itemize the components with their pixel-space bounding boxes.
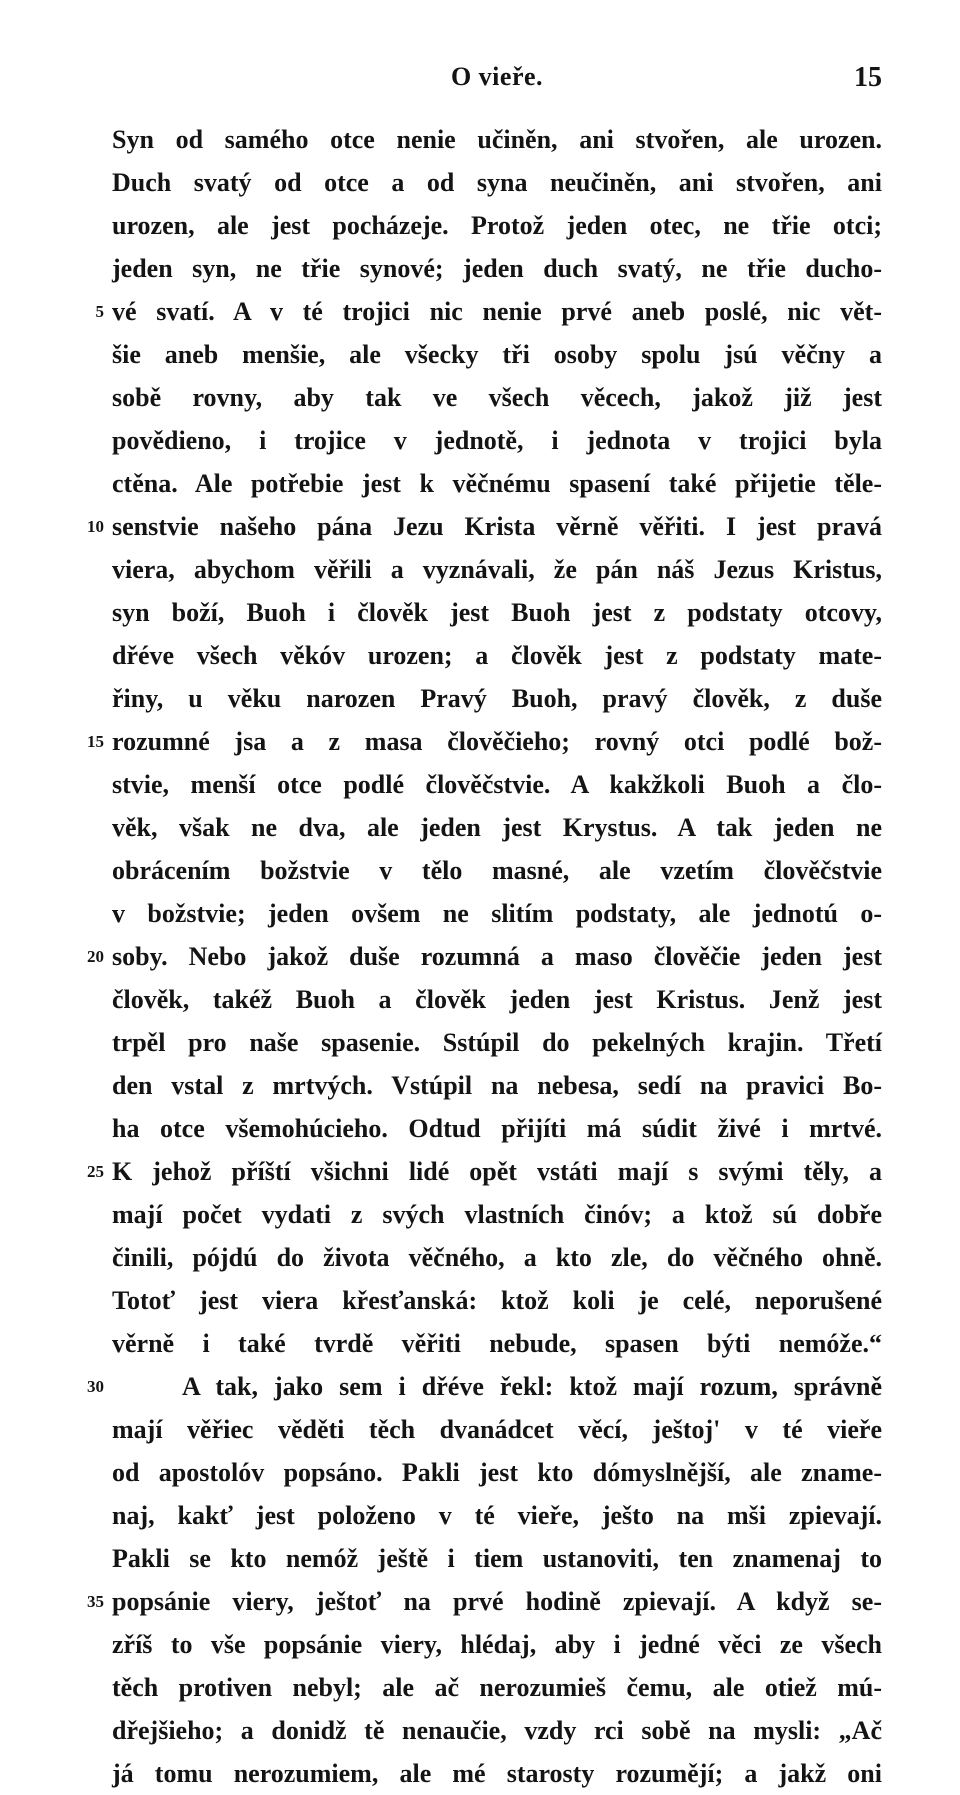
- line-text: trpěl pro naše spasenie. Sstúpil do pekelných krajin. Třetí: [112, 1028, 882, 1057]
- line-text: viera, abychom věřili a vyznávali, že pán náš Jezus Kristus,: [112, 555, 882, 584]
- running-title: O vieře.: [450, 62, 544, 91]
- text-line: [112, 376, 882, 419]
- line-text: řiny, u věku narozen Pravý Buoh, pravý člověk, z duše: [112, 684, 882, 713]
- text-line: [112, 247, 882, 290]
- line-number: 35: [87, 1592, 104, 1611]
- text-line: [112, 1193, 882, 1236]
- line-text: ha otce všemohúcieho. Odtud přijíti má súdit živé i mrtvé.: [112, 1114, 882, 1143]
- line-number: 5: [95, 302, 104, 321]
- text-line: [112, 1752, 882, 1795]
- line-text: den vstal z mrtvých. Vstúpil na nebesa, sedí na pravici Bo-: [112, 1071, 882, 1100]
- line-text: dřejšieho; a donidž tě nenaučie, vzdy rci sobě na mysli: „Ač: [112, 1716, 882, 1745]
- line-text: ctěna. Ale potřebie jest k věčnému spasení také přijetie těle-: [112, 469, 882, 498]
- line-text: sobě rovny, aby tak ve všech věcech, jakož již jest: [112, 383, 882, 412]
- page-header: [112, 62, 882, 102]
- line-text: soby. Nebo jakož duše rozumná a maso člověčie jeden jest: [112, 942, 882, 971]
- text-line: [87, 1150, 882, 1193]
- line-text: senstvie našeho pána Jezu Krista věrně věřiti. I jest pravá: [112, 512, 882, 541]
- text-line: [87, 1580, 882, 1623]
- text-line: [87, 935, 882, 978]
- line-text: A tak, jako sem i dřéve řekl: ktož mají rozum, správně: [182, 1372, 882, 1401]
- text-line: [112, 1107, 882, 1150]
- text-line: [112, 161, 882, 204]
- text-line: [112, 1408, 882, 1451]
- line-text: šie aneb menšie, ale všecky tři osoby spolu jsú věčny a: [112, 340, 882, 369]
- line-text: věrně i také tvrdě věřiti nebude, spasen býti nemóže.“: [112, 1329, 882, 1358]
- line-text: já tomu nerozumiem, ale mé starosty rozumějí; a jakž oni: [112, 1759, 882, 1788]
- text-line: [112, 1322, 882, 1365]
- line-text: zříš to vše popsánie viery, hlédaj, aby i jedné věci ze všech: [112, 1630, 882, 1659]
- line-text: Totoť jest viera křesťanská: ktož koli je celé, neporušené: [112, 1286, 882, 1315]
- line-number: 10: [87, 517, 104, 536]
- line-text: od apostolóv popsáno. Pakli jest kto dómyslnější, ale zname-: [112, 1458, 882, 1487]
- line-text: K jehož příští všichni lidé opět vstáti mají s svými těly, a: [112, 1157, 882, 1186]
- page-number: 15: [854, 62, 882, 93]
- text-line: [112, 118, 882, 161]
- line-text: stvie, menší otce podlé člověčstvie. A kakžkoli Buoh a člo-: [112, 770, 882, 799]
- line-text: rozumné jsa a z masa člověčieho; rovný otci podlé bož-: [112, 727, 882, 756]
- line-number: 25: [87, 1162, 104, 1181]
- text-line: [112, 1451, 882, 1494]
- line-text: mají věřiec věděti těch dvanádcet věcí, ještoj' v té vieře: [112, 1415, 882, 1444]
- line-text: mají počet vydati z svých vlastních činóv; a ktož sú dobře: [112, 1200, 882, 1229]
- line-text: Pakli se kto nemóž ještě i tiem ustanoviti, ten znamenaj to: [112, 1544, 882, 1573]
- line-text: vé svatí. A v té trojici nic nenie prvé aneb poslé, nic vět-: [112, 297, 882, 326]
- text-line: [87, 1365, 882, 1408]
- text-line: [112, 204, 882, 247]
- text-line: [112, 1709, 882, 1752]
- line-text: naj, kakť jest položeno v té vieře, ješto na mši zpievají.: [112, 1501, 882, 1530]
- text-line: [112, 1236, 882, 1279]
- line-text: urozen, ale jest pocházeje. Protož jeden otec, ne třie otci;: [112, 211, 882, 240]
- line-text: jeden syn, ne třie synové; jeden duch svatý, ne třie ducho-: [112, 254, 882, 283]
- line-text: obrácením božstvie v tělo masné, ale vzetím člověčstvie: [112, 856, 882, 885]
- text-line: [112, 1666, 882, 1709]
- text-line: [112, 634, 882, 677]
- text-line: [112, 548, 882, 591]
- text-line: [112, 892, 882, 935]
- text-line: [112, 849, 882, 892]
- text-line: [112, 1623, 882, 1666]
- text-line: [112, 1021, 882, 1064]
- line-text: dřéve všech věkóv urozen; a člověk jest z podstaty mate-: [112, 641, 882, 670]
- text-line: [112, 1279, 882, 1322]
- line-text: v božstvie; jeden ovšem ne slitím podstaty, ale jednotú o-: [112, 899, 882, 928]
- text-line: [112, 333, 882, 376]
- text-line: [112, 419, 882, 462]
- line-text: popsánie viery, ještoť na prvé hodině zpievají. A když se-: [112, 1587, 882, 1616]
- text-line: [95, 290, 882, 333]
- text-line: [112, 677, 882, 720]
- text-line: [112, 763, 882, 806]
- line-text: činili, pójdú do života věčného, a kto zle, do věčného ohně.: [112, 1243, 882, 1272]
- text-line: [112, 1494, 882, 1537]
- line-text: povědieno, i trojice v jednotě, i jednota v trojici byla: [112, 426, 882, 455]
- line-text: věk, však ne dva, ale jeden jest Krystus. A tak jeden ne: [112, 813, 882, 842]
- text-line: [112, 591, 882, 634]
- text-line: [112, 462, 882, 505]
- text-line: [87, 505, 882, 548]
- line-text: těch protiven nebyl; ale ač nerozumieš čemu, ale otiež mú-: [112, 1673, 882, 1702]
- line-text: syn boží, Buoh i člověk jest Buoh jest z podstaty otcovy,: [112, 598, 882, 627]
- line-number: 20: [87, 947, 104, 966]
- text-line: [112, 1064, 882, 1107]
- body-text: [87, 118, 882, 1795]
- text-line: [87, 720, 882, 763]
- line-text: člověk, takéž Buoh a člověk jeden jest Kristus. Jenž jest: [112, 985, 882, 1014]
- line-number: 30: [87, 1377, 104, 1396]
- text-line: [112, 1537, 882, 1580]
- line-number: 15: [87, 732, 104, 751]
- text-line: [112, 806, 882, 849]
- line-text: Duch svatý od otce a od syna neučiněn, ani stvořen, ani: [112, 168, 882, 197]
- text-line: [112, 978, 882, 1021]
- line-text: Syn od samého otce nenie učiněn, ani stvořen, ale urozen.: [112, 125, 882, 154]
